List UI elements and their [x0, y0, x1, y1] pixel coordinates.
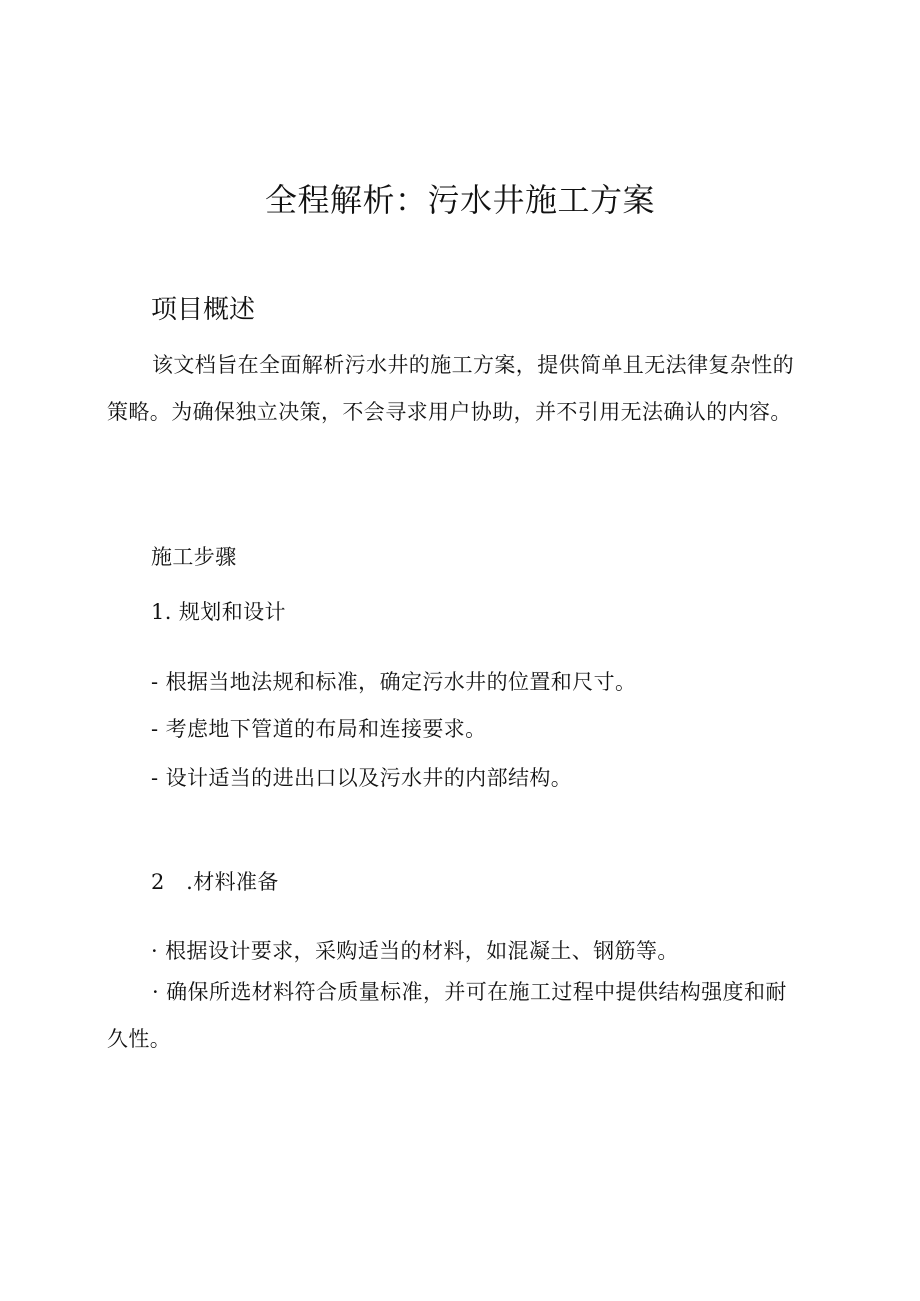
step-1-item: - 根据当地法规和标准，确定污水井的位置和尺寸。 [151, 670, 637, 694]
overview-paragraph: 该文档旨在全面解析污水井的施工方案，提供简单且无法律复杂性的策略。为确保独立决策，不会寻求用户协助，并不引用无法确认的内容。 [107, 353, 794, 424]
section-heading-overview: 项目概述 [151, 295, 256, 325]
section-heading-steps: 施工步骤 [151, 545, 237, 569]
step-1-title: 1. 规划和设计 [151, 600, 286, 624]
step-2-title: 2 .材料准备 [151, 870, 279, 894]
step-1-item: - 设计适当的进出口以及污水井的内部结构。 [151, 766, 573, 790]
document-title: 全程解析：污水井施工方案 [264, 181, 655, 219]
step-1-item: - 考虑地下管道的布局和连接要求。 [151, 717, 487, 741]
step-2-item: · 根据设计要求，采购适当的材料，如混凝土、钢筋等。 [151, 939, 679, 963]
step-2-item: · 确保所选材料符合质量标准，并可在施工过程中提供结构强度和耐久性。 [107, 980, 787, 1051]
